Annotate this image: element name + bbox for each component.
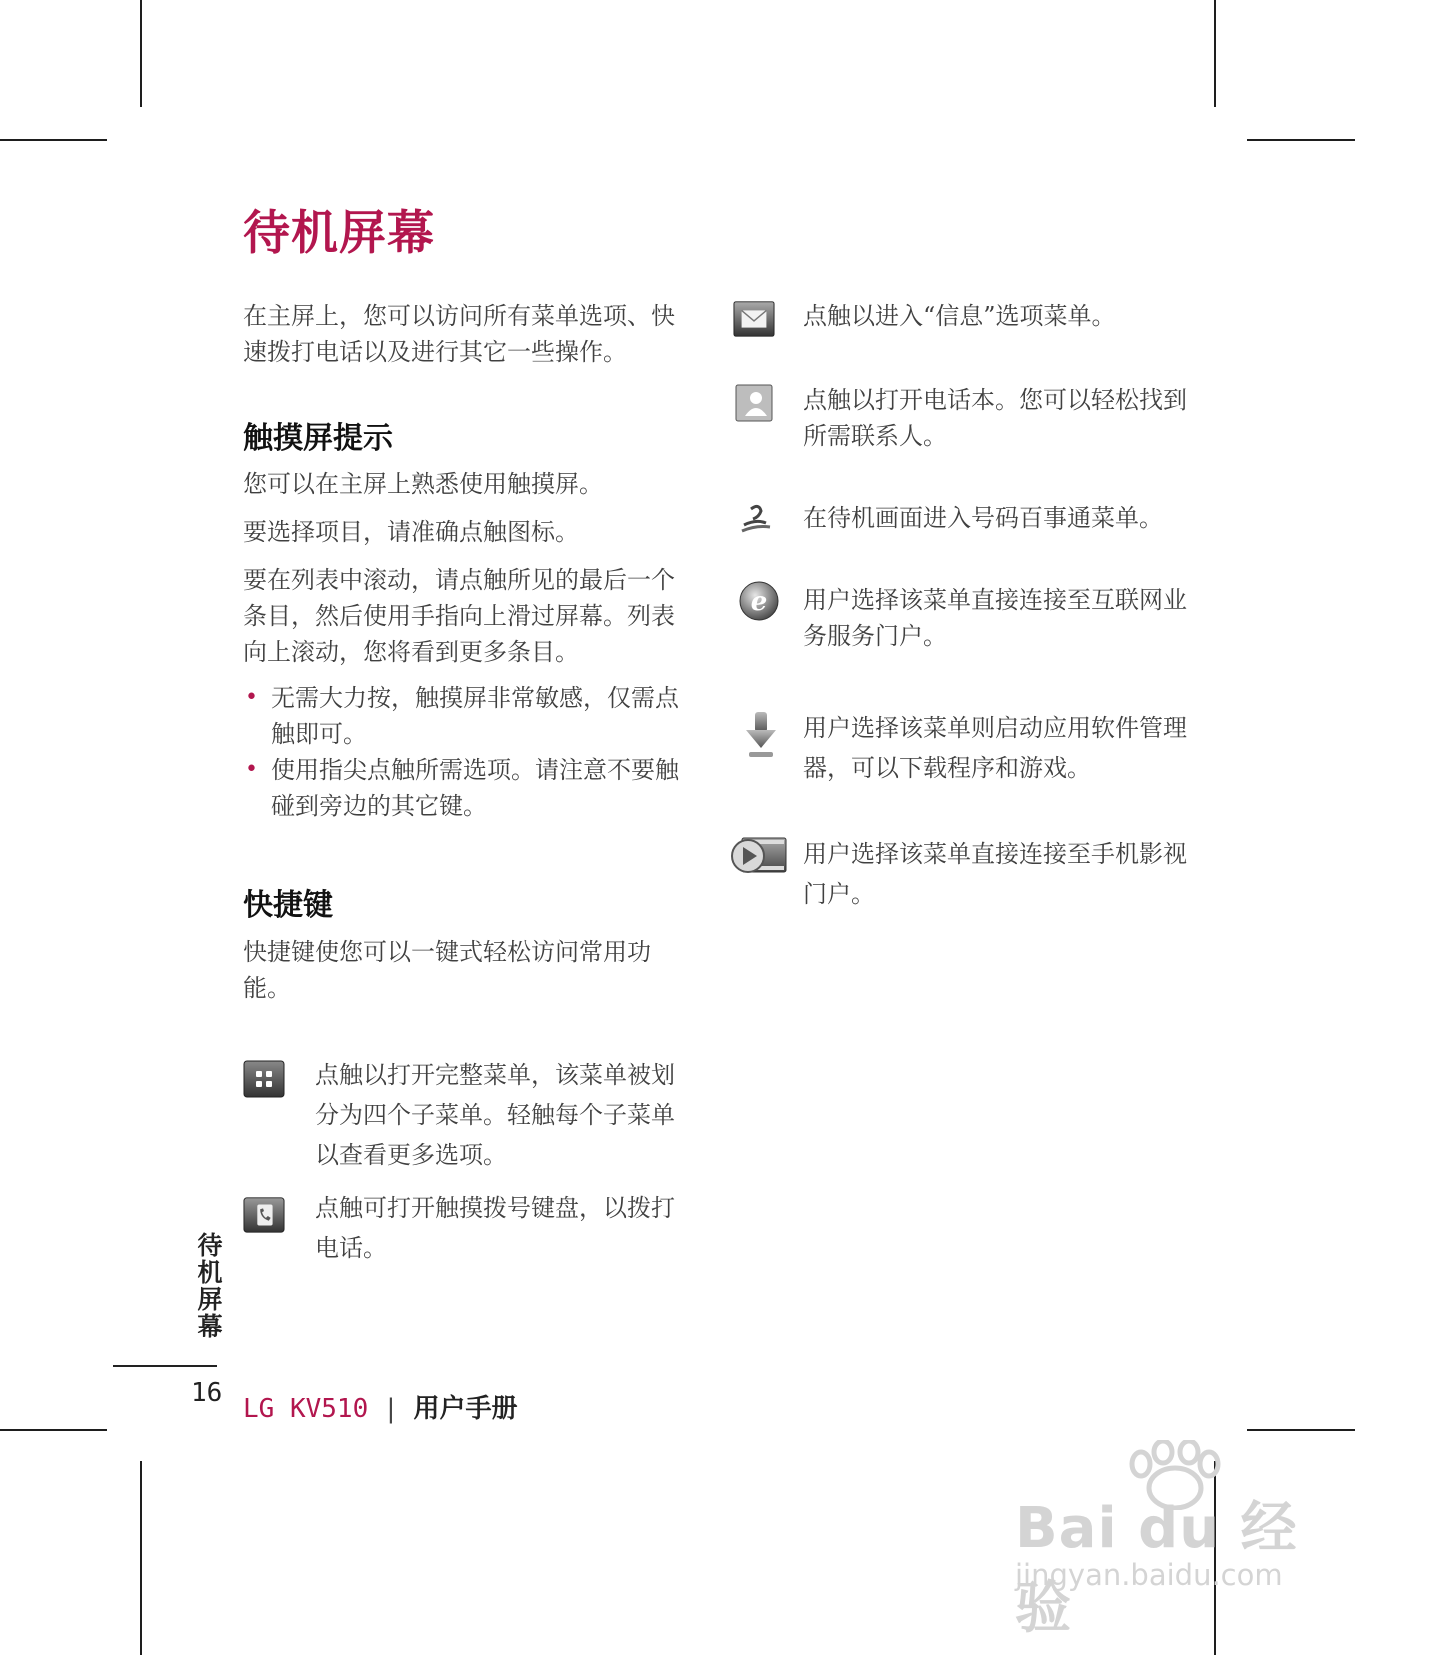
- number-service-icon: [735, 498, 777, 540]
- internet-e-icon: [738, 580, 780, 622]
- bullet-text: 无需大力按，触摸屏非常敏感，仅需点触即可。: [271, 684, 679, 748]
- side-tab-divider: [113, 1365, 217, 1367]
- baidu-jingyan-watermark: [1010, 1440, 1340, 1641]
- watermark-brand: Bai du 经验: [1015, 1496, 1298, 1641]
- footer: [243, 1388, 518, 1425]
- shortcut-description: 点触以打开完整菜单，该菜单被划分为四个子菜单。轻触每个子菜单以查看更多选项。: [315, 1061, 675, 1169]
- shortcut-description: 用户选择该菜单则启动应用软件管理器，可以下载程序和游戏。: [803, 714, 1187, 782]
- footer-model: LG KV510: [243, 1394, 369, 1424]
- side-section-tab: 待机屏幕: [194, 1232, 223, 1340]
- footer-separator: |: [386, 1394, 396, 1424]
- footer-manual-label: 用户手册: [413, 1394, 518, 1424]
- shortcut-description: 用户选择该菜单直接连接至手机影视门户。: [803, 840, 1187, 908]
- touch-tip-bullet: [243, 680, 683, 752]
- shortcut-description: 点触以进入“信息”选项菜单。: [803, 302, 1116, 330]
- shortcut-description: 用户选择该菜单直接连接至互联网业务服务门户。: [803, 586, 1187, 650]
- touch-tips-heading: 触摸屏提示: [243, 421, 393, 456]
- touch-tips-paragraph-1: 您可以在主屏上熟悉使用触摸屏。: [243, 470, 603, 498]
- shortcuts-heading: 快捷键: [243, 888, 333, 923]
- touch-tip-bullet: [243, 752, 683, 824]
- shortcut-description: 点触以打开电话本。您可以轻松找到所需联系人。: [803, 386, 1187, 450]
- video-play-icon: [730, 834, 788, 876]
- crop-mark: [0, 1429, 107, 1431]
- crop-mark: [1214, 0, 1216, 107]
- shortcuts-intro: 快捷键使您可以一键式轻松访问常用功能。: [243, 938, 651, 1002]
- bullet-text: 使用指尖点触所需选项。请注意不要触碰到旁边的其它键。: [271, 756, 679, 820]
- contacts-icon: [733, 382, 775, 424]
- envelope-icon: [733, 298, 775, 340]
- touch-tips-paragraph-3: 要在列表中滚动，请点触所见的最后一个条目，然后使用手指向上滑过屏幕。列表向上滚动，您将看到更多条目。: [243, 566, 675, 666]
- touch-tips-paragraph-2: 要选择项目，请准确点触图标。: [243, 518, 579, 546]
- shortcut-description: 在待机画面进入号码百事通菜单。: [803, 504, 1163, 532]
- dialer-icon: [243, 1194, 285, 1236]
- crop-mark: [1247, 139, 1355, 141]
- crop-mark: [0, 139, 107, 141]
- page-title: 待机屏幕: [243, 206, 435, 261]
- svg-text:e: e: [750, 587, 768, 617]
- bullet-dot-icon: •: [245, 685, 258, 710]
- bullet-dot-icon: •: [245, 757, 258, 782]
- watermark-url: jingyan.baidu.com: [1015, 1558, 1283, 1592]
- shortcut-description: 点触可打开触摸拨号键盘，以拨打电话。: [315, 1194, 675, 1262]
- intro-paragraph: 在主屏上，您可以访问所有菜单选项、快速拨打电话以及进行其它一些操作。: [243, 302, 675, 366]
- menu-grid-icon: [243, 1058, 285, 1100]
- crop-mark: [140, 0, 142, 107]
- crop-mark: [1247, 1429, 1355, 1431]
- download-arrow-icon: [740, 710, 782, 762]
- page-number: 16: [191, 1378, 223, 1408]
- crop-mark: [140, 1461, 142, 1655]
